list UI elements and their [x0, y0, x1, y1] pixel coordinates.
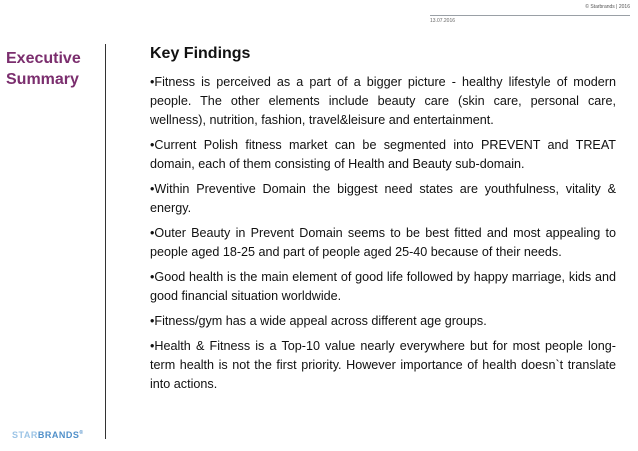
finding-bullet: •Good health is the main element of good life followed by happy marriage, kids and good financial situation worldwide.: [150, 270, 616, 303]
starbrands-logo: [12, 430, 84, 440]
section-title: [6, 48, 98, 90]
finding-bullet: •Current Polish fitness market can be segmented into PREVENT and TREAT domain, each of them consisting of Health and Beauty sub-domain.: [150, 138, 616, 171]
finding-bullet: •Fitness is perceived as a part of a bigger picture - healthy lifestyle of modern people. The other elements include beauty care (skin care, personal care, wellness), nutrition, fashion, travel&leisure and entertainment.: [150, 75, 616, 127]
finding-bullet: •Health & Fitness is a Top-10 value nearly everywhere but for most people long-term health is not the first priority. However importance of health doesn`t translate into actions.: [150, 339, 616, 391]
logo-mark: ®: [79, 430, 84, 436]
logo-brands-text: BRANDS: [37, 430, 80, 440]
logo-star-text: STAR: [12, 430, 38, 440]
key-findings-heading: Key Findings: [150, 45, 251, 62]
section-title-line-1: Executive: [6, 50, 81, 67]
header-rule: [430, 15, 630, 16]
section-title-line-2: Summary: [6, 71, 79, 88]
finding-bullet: •Fitness/gym has a wide appeal across different age groups.: [150, 314, 487, 328]
date-text: 13.07.2016: [430, 18, 456, 24]
finding-bullet: •Outer Beauty in Prevent Domain seems to be best fitted and most appealing to people aged 18-25 and part of people aged 25-40 because of their needs.: [150, 226, 616, 259]
key-findings-content: [150, 44, 616, 400]
finding-bullet: •Within Preventive Domain the biggest need states are youthfulness, vitality & energy.: [150, 182, 616, 215]
vertical-divider: [105, 44, 106, 439]
copyright-text: © Starbrands | 2016: [585, 4, 630, 10]
